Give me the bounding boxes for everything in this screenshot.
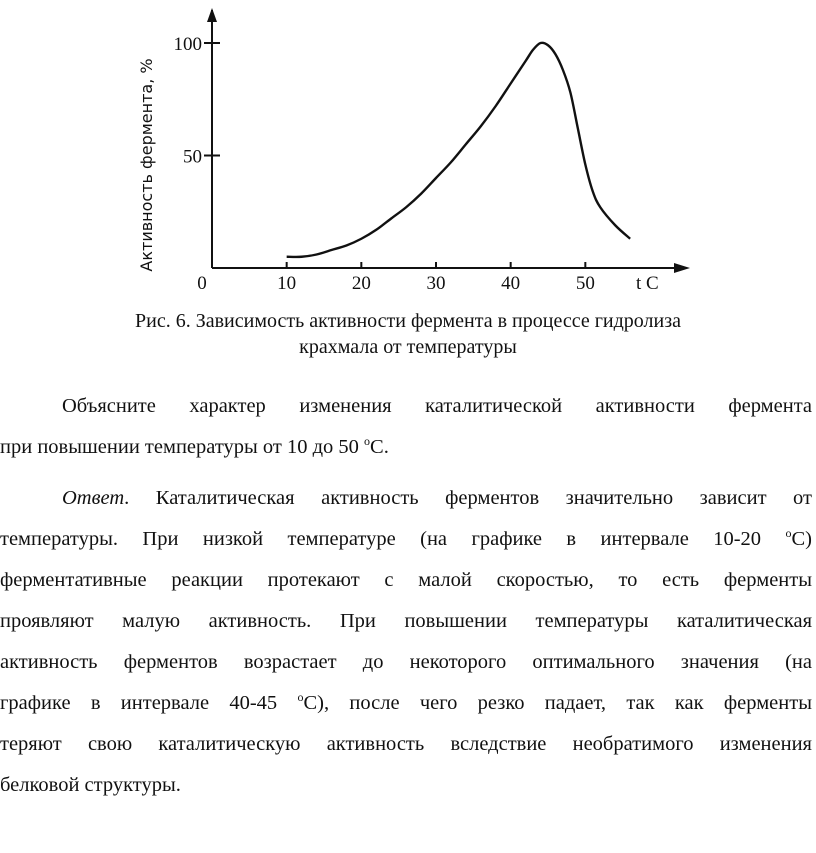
degree-sup: o [364,434,371,448]
caption-line-2: крахмала от температуры [299,336,517,358]
y-tick-label: 50 [183,146,202,168]
degree-sup: o [785,526,792,540]
answer-line-7: теряют свою каталитическую активность вследствие необратимого изменения [0,733,812,755]
caption-line-1: Рис. 6. Зависимость активности фермента в процессе гидролиза [135,310,681,332]
answer-line-6-unit: С), после чего резко падает, так как ферменты [303,692,812,714]
x-axis-label: t C [636,273,659,294]
question-text: при повышении температуры от 10 до 50 [0,436,365,458]
answer-line-8: белковой структуры. [0,774,181,796]
answer-line-3: ферментативные реакции протекают с малой скоростью, то есть ферменты [0,569,812,591]
x-tick-label: 0 [197,273,207,294]
answer-line-5: активность ферментов возрастает до некоторого оптимального значения (на [0,651,812,673]
answer-line-2-unit: С) [791,528,812,550]
question-line-1: Объясните характер изменения каталитической активности фермента [62,395,812,417]
x-axis-arrow [674,263,690,273]
question-paragraph [0,386,812,468]
x-tick-label: 20 [351,273,371,294]
x-tick-label: 10 [277,273,297,294]
y-axis-label: Активность фермента, % [137,58,156,272]
answer-line-2 [0,519,812,560]
x-tick-label: 40 [501,273,521,294]
answer-line-1-text: . Каталитическая активность ферментов значительно зависит от [124,487,812,509]
figure-caption [0,308,816,360]
x-tick-label: 50 [575,273,595,294]
answer-line-2-text: температуры. При низкой температуре (на графике в интервале 10-20 [0,528,786,550]
degree-sup: o [297,690,304,704]
x-tick-label: 30 [426,273,446,294]
activity-curve [287,43,630,257]
answer-line-4: проявляют малую активность. При повышении температуры каталитическая [0,610,812,632]
y-axis-arrow [207,8,217,22]
answer-line-1 [0,478,812,519]
y-tick-label: 100 [173,34,202,55]
question-line-2 [0,427,812,468]
question-unit: С. [370,436,389,458]
answer-label: Ответ [62,487,125,509]
answer-line-6 [0,683,812,724]
answer-line-6-text: графике в интервале 40-45 [0,692,298,714]
answer-paragraph [0,478,812,806]
enzyme-activity-chart [130,0,700,300]
